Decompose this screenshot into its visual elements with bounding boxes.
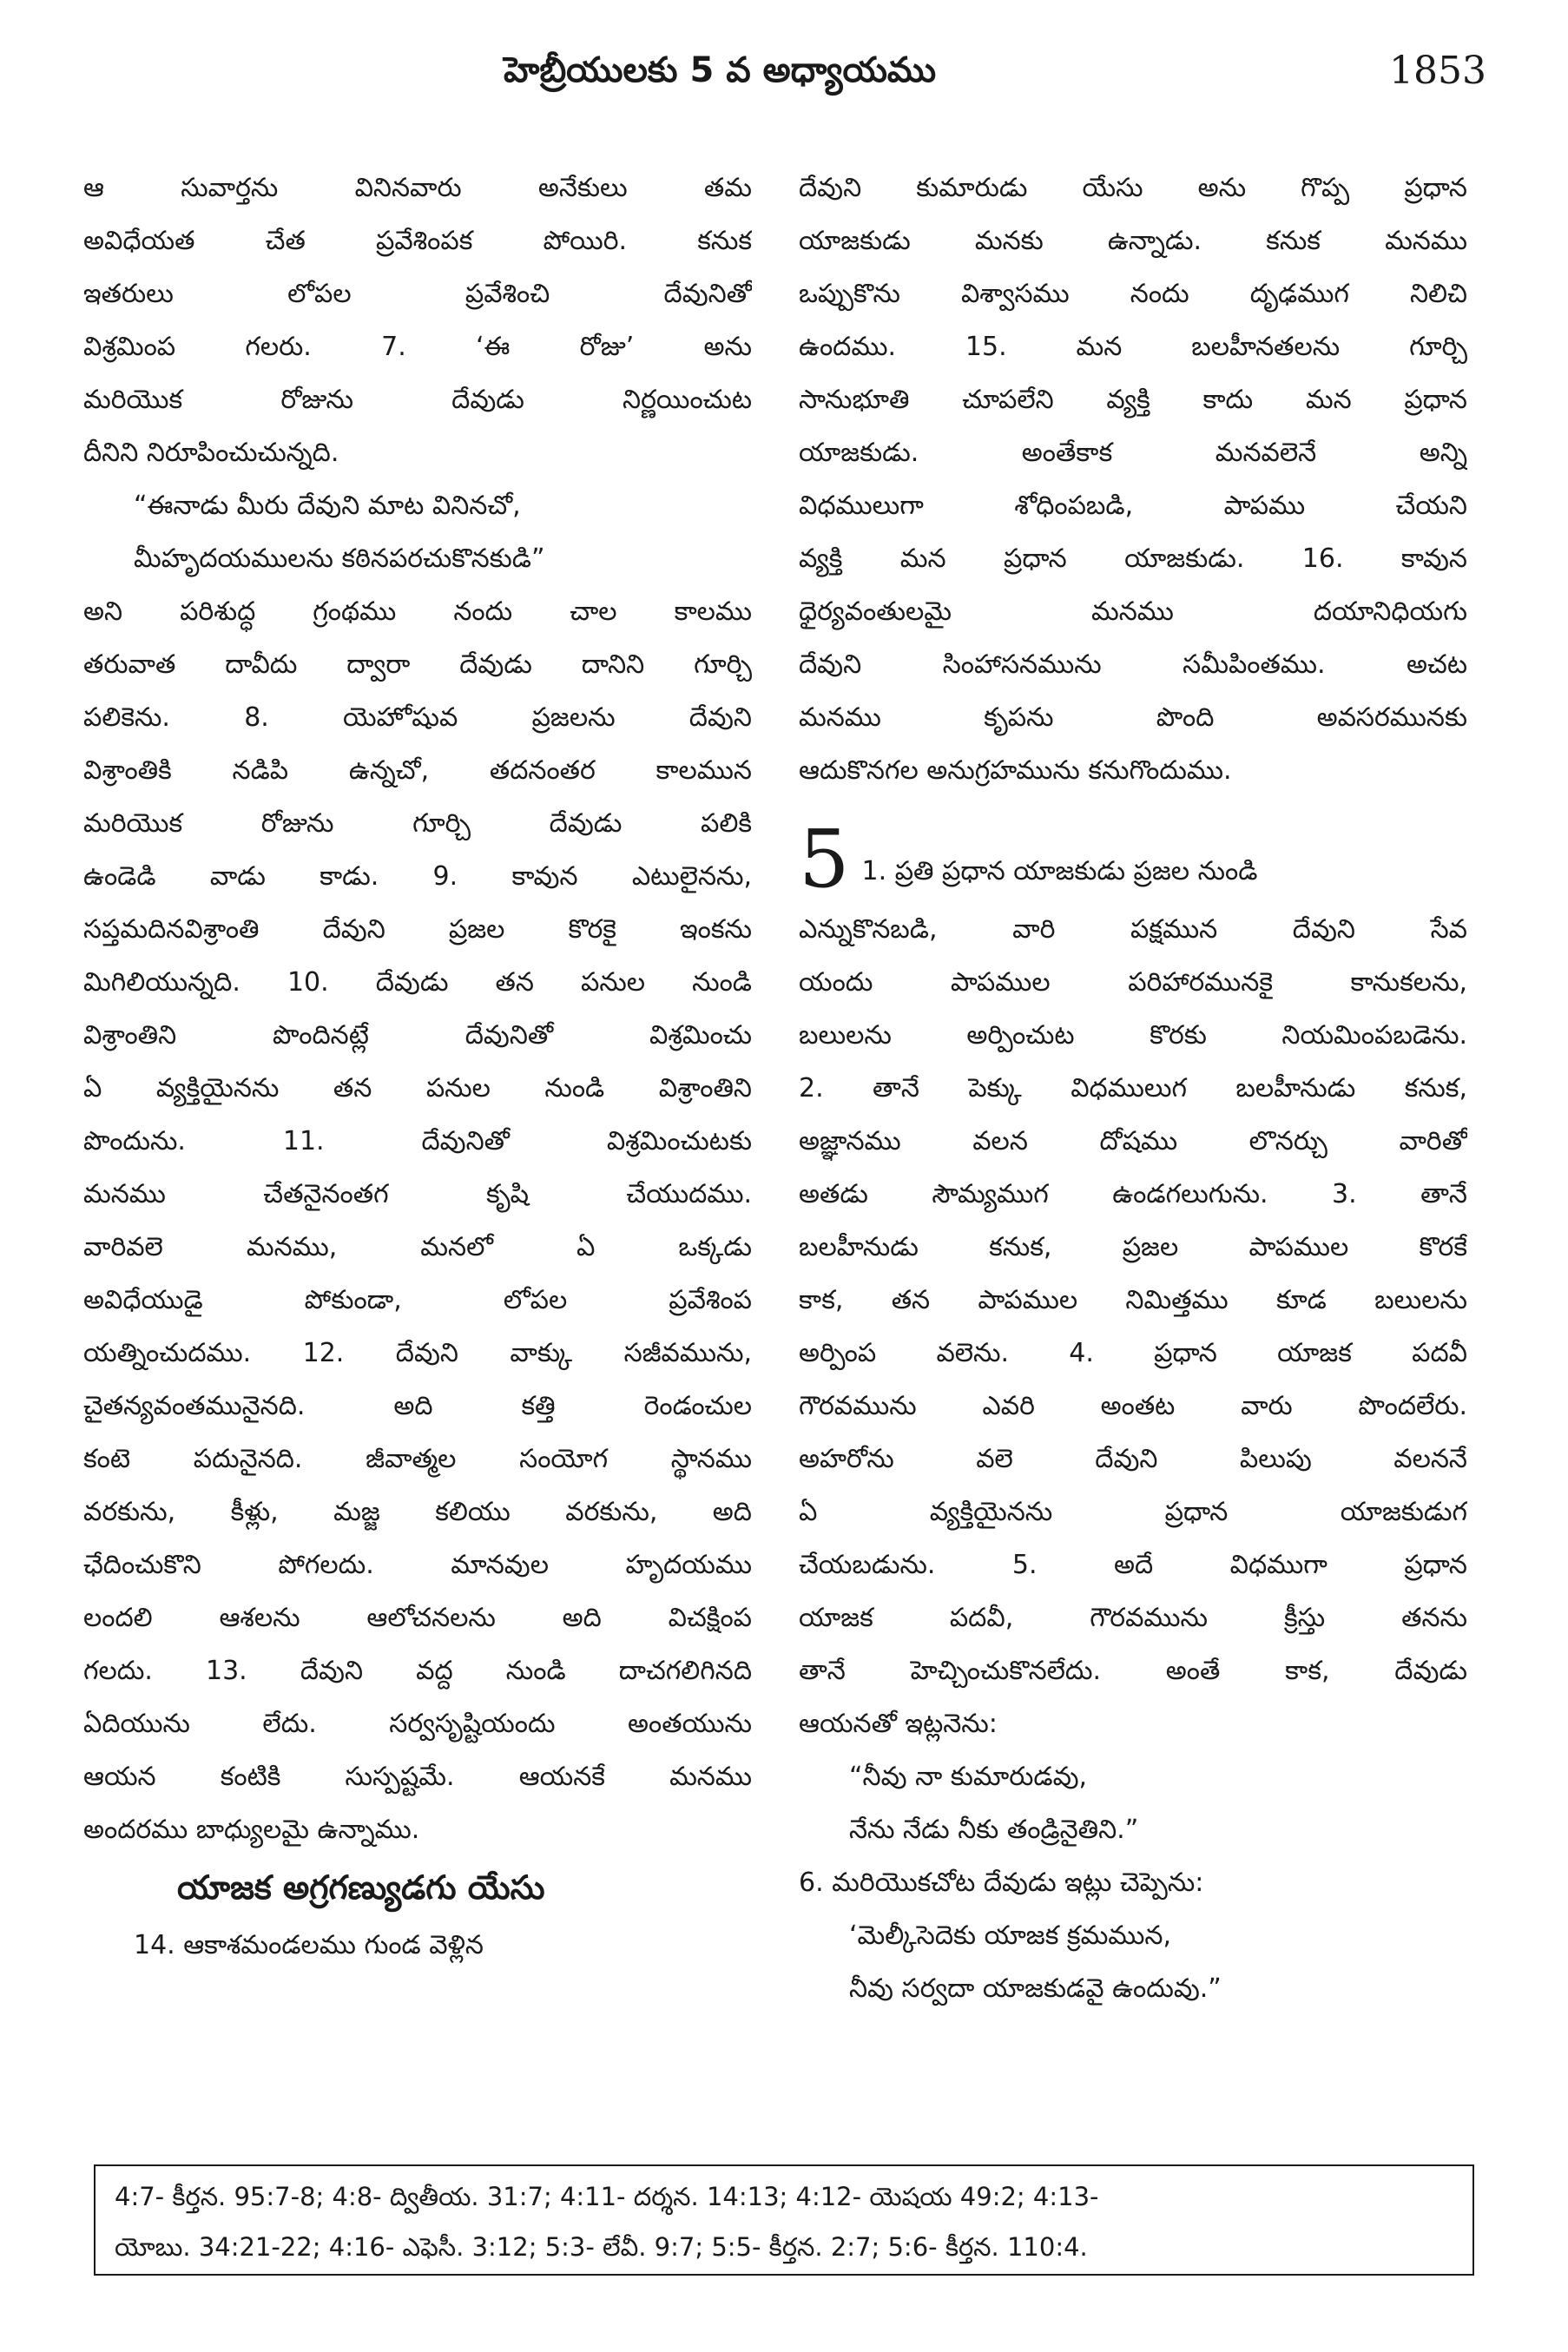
text-line: ఏదియును లేదు. సర్వసృష్టియందు అంతయును <box>83 1709 752 1739</box>
text-line: దేవుని కుమారుడు యేసు అను గొప్ప ప్రధాన <box>799 173 1467 203</box>
text-line: వారివలె మనము, మనలో ఏ ఒక్కడు <box>83 1232 752 1262</box>
text-line: పలికెను. 8. యెహోషువ ప్రజలను దేవుని <box>83 702 752 733</box>
section-heading: యాజక అగ్రగణ్యుడగు యేసు <box>177 1868 545 1907</box>
text-line: విశ్రాంతికి నడిపి ఉన్నచో, తదనంతర కాలమున <box>83 755 752 786</box>
left-poem-quote <box>83 479 752 585</box>
left-paragraph-2 <box>83 585 752 1856</box>
text-line: యాజక పదవీ, గౌరవమును క్రీస్తు తనను <box>799 1603 1467 1633</box>
right-paragraph-2 <box>799 903 1467 1750</box>
poem-line: మీహృదయములను కఠినపరచుకొనకుడి” <box>134 544 545 574</box>
text-line: మనము కృపను పొంది అవసరమునకు <box>799 702 1467 733</box>
right-paragraph-1 <box>799 161 1467 797</box>
text-line: అహరోను వలె దేవుని పిలుపు వలననే <box>799 1444 1467 1474</box>
text-line: ఉండెడి వాడు కాడు. 9. కావున ఎటులైనను, <box>83 861 752 892</box>
text-line: తానే హెచ్చించుకొనలేదు. అంతే కాక, దేవుడు <box>799 1656 1467 1686</box>
text-line: మరియొక రోజును గూర్చి దేవుడు పలికి <box>83 808 752 839</box>
text-line: 2. తానే పెక్కు విధములుగ బలహీనుడు కనుక, <box>799 1073 1467 1104</box>
text-line: సప్తమదినవిశ్రాంతి దేవుని ప్రజల కొరకై ఇంకను <box>83 914 752 945</box>
text-line: ధైర్యవంతులమై మనము దయానిధియగు <box>799 596 1467 627</box>
poem-line: ‘మెల్కీసెదెకు యాజక క్రమమున, <box>849 1920 1172 1951</box>
text-line: లందలి ఆశలను ఆలోచనలను అది విచక్షింప <box>83 1603 752 1633</box>
text-line: చేయబడును. 5. అదే విధముగా ప్రధాన <box>799 1550 1467 1580</box>
right-column <box>799 161 1467 2015</box>
footnote-line: యోబు. 34:21-22; 4:16- ఎఫెసీ. 3:12; 5:3- లేవీ. 9:7; 5:5- కీర్తన. 2:7; 5:6- కీర్తన. 110:4. <box>115 2232 1088 2262</box>
text-line: తరువాత దావీదు ద్వారా దేవుడు దానిని గూర్చి <box>83 649 752 680</box>
right-poem-quote-1 <box>799 1750 1467 1856</box>
footnote-line: 4:7- కీర్తన. 95:7-8; 4:8- ద్వితీయ. 31:7; 4:11- దర్శన. 14:13; 4:12- యెషయ 49:2; 4:13- <box>115 2182 1099 2211</box>
text-line: ఉందము. 15. మన బలహీనతలను గూర్చి <box>799 332 1467 362</box>
left-column <box>83 161 752 1972</box>
right-poem-quote-2 <box>799 1909 1467 2015</box>
text-line: అవిధేయత చేత ప్రవేశింపక పోయిరి. కనుక <box>83 226 752 256</box>
text-line: ఒప్పుకొను విశ్వాసము నందు దృఢముగ నిలిచి <box>799 279 1467 309</box>
text-line: యాజకుడు మనకు ఉన్నాడు. కనుక మనము <box>799 226 1467 256</box>
text-line: కాక, తన పాపముల నిమిత్తము కూడ బలులను <box>799 1285 1467 1315</box>
cross-reference-footnotes <box>94 2164 1474 2276</box>
text-line: ఆయన కంటికి సుస్పష్టమే. ఆయనకే మనము <box>83 1762 752 1792</box>
text-line: దీనిని నిరూపించుచున్నది. <box>83 438 339 468</box>
chapter-title: హెబ్రీయులకు 5 వ అధ్యాయము <box>504 50 937 90</box>
poem-line: “నీవు నా కుమారుడవు, <box>849 1762 1088 1792</box>
text-line: 14. ఆకాశమండలము గుండ వెళ్లిన <box>134 1930 484 1960</box>
chapter-number: 5 <box>799 813 850 906</box>
text-line: ఆ సువార్తను వినినవారు అనేకులు తమ <box>83 173 752 203</box>
text-line: బలహీనుడు కనుక, ప్రజల పాపముల కొరకే <box>799 1232 1467 1262</box>
text-line: దేవుని సింహాసనమును సమీపింతము. అచట <box>799 649 1467 680</box>
text-line: 6. మరియొకచోట దేవుడు ఇట్లు చెప్పెను: <box>799 1868 1204 1898</box>
text-line: అందరము బాధ్యులమై ఉన్నాము. <box>83 1815 420 1845</box>
text-line: గలదు. 13. దేవుని వద్ద నుండి దాచగలిగినది <box>83 1656 752 1686</box>
text-line: పొందును. 11. దేవునితో విశ్రమించుటకు <box>83 1126 752 1156</box>
text-line: వరకును, కీళ్లు, మజ్జ కలియు వరకును, అది <box>83 1497 752 1527</box>
text-line: మరియొక రోజును దేవుడు నిర్ణయించుట <box>83 385 752 415</box>
text-line: ఏ వ్యక్తియైనను తన పనుల నుండి విశ్రాంతిని <box>83 1073 752 1104</box>
left-paragraph-1 <box>83 161 752 479</box>
text-line: అర్పింప వలెను. 4. ప్రధాన యాజక పదవీ <box>799 1338 1467 1368</box>
text-line: విధములుగా శోధింపబడి, పాపము చేయని <box>799 491 1467 521</box>
text-line: యాజకుడు. అంతేకాక మనవలెనే అన్ని <box>799 438 1467 468</box>
text-line: సానుభూతి చూపలేని వ్యక్తి కాదు మన ప్రధాన <box>799 385 1467 415</box>
poem-line: నేను నేడు నీకు తండ్రినైతిని.” <box>849 1815 1139 1845</box>
poem-line: “ఈనాడు మీరు దేవుని మాట వినినచో, <box>134 491 521 521</box>
text-line: ఆయనతో ఇట్లనెను: <box>799 1709 998 1739</box>
text-line: విశ్రమింప గలరు. 7. ‘ఈ రోజు’ అను <box>83 332 752 362</box>
text-line: యత్నించుదము. 12. దేవుని వాక్కు సజీవమును, <box>83 1338 752 1368</box>
text-line: కంటె పదునైనది. జీవాత్మల సంయోగ స్థానము <box>83 1444 752 1474</box>
text-line: మిగిలియున్నది. 10. దేవుడు తన పనుల నుండి <box>83 967 752 998</box>
text-line: ఏ వ్యక్తియైనను ప్రధాన యాజకుడుగ <box>799 1497 1467 1527</box>
text-line: చైతన్యవంతమునైనది. అది కత్తి రెండంచుల <box>83 1391 752 1421</box>
text-line: వ్యక్తి మన ప్రధాన యాజకుడు. 16. కావున <box>799 544 1467 574</box>
text-line: ఎన్నుకొనబడి, వారి పక్షమున దేవుని సేవ <box>799 914 1467 945</box>
text-line: అవిధేయుడై పోకుండా, లోపల ప్రవేశింప <box>83 1285 752 1315</box>
text-line: ఇతరులు లోపల ప్రవేశించి దేవునితో <box>83 279 752 309</box>
text-line: అతడు సౌమ్యముగ ఉండగలుగును. 3. తానే <box>799 1179 1467 1209</box>
poem-line: నీవు సర్వదా యాజకుడవై ఉందువు.” <box>849 1973 1222 2004</box>
text-line: గౌరవమును ఎవరి అంతట వారు పొందలేరు. <box>799 1391 1467 1421</box>
chapter-start <box>799 813 1467 906</box>
chapter-first-line: 1. ప్రతి ప్రధాన యాజకుడు ప్రజల నుండి <box>861 856 1258 886</box>
text-line: విశ్రాంతిని పొందినట్లే దేవునితో విశ్రమించు <box>83 1020 752 1051</box>
text-line: అని పరిశుద్ధ గ్రంథము నందు చాల కాలము <box>83 596 752 627</box>
text-line: మనము చేతనైనంతగ కృషి చేయుదము. <box>83 1179 752 1209</box>
page-number: 1853 <box>1389 49 1486 93</box>
text-line: ఆదుకొనగల అనుగ్రహమును కనుగొందుము. <box>799 755 1232 786</box>
text-line: ఛేదించుకొని పోగలదు. మానవుల హృదయము <box>83 1550 752 1580</box>
text-line: యందు పాపముల పరిహారమునకై కానుకలను, <box>799 967 1467 998</box>
text-line: బలులను అర్పించుట కొరకు నియమింపబడెను. <box>799 1020 1467 1051</box>
text-line: అజ్ఞానము వలన దోషము లొనర్చు వారితో <box>799 1126 1467 1156</box>
